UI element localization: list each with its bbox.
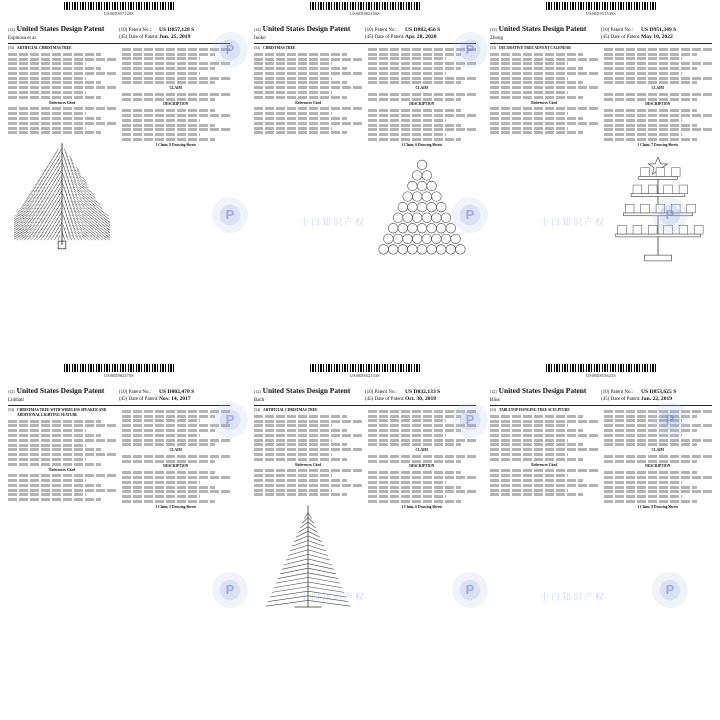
right-column <box>368 46 477 268</box>
office-title: United States Design Patent <box>262 24 351 33</box>
description-heading: DESCRIPTION <box>163 464 189 469</box>
office-code: (12) <box>490 389 497 394</box>
references-heading: References Cited <box>531 462 558 467</box>
watermark-logo-icon: P <box>212 572 248 608</box>
design-title: TABLETOP HANGING TREE SCULPTURE <box>499 408 570 412</box>
claim-heading: CLAIM <box>415 86 428 91</box>
patent-header <box>490 380 712 403</box>
office-title: United States Design Patent <box>262 386 351 395</box>
claim-heading: CLAIM <box>169 448 182 453</box>
header-rule <box>254 43 476 44</box>
patent-number-label: (10) Patent No.: <box>119 28 152 33</box>
patent-number-label: (10) Patent No.: <box>119 390 152 395</box>
patent-header <box>8 18 230 41</box>
patent-number-label: (10) Patent No.: <box>365 390 398 395</box>
watermark-logo-icon: P <box>212 402 248 438</box>
patent-number: US D802,470 S <box>159 389 195 395</box>
pine-tree-drawing-icon <box>14 138 110 254</box>
patent-header <box>490 18 712 41</box>
document-number: US00D832133S <box>350 373 380 378</box>
header-rule <box>8 43 230 44</box>
patent-number-label: (10) Patent No.: <box>601 390 634 395</box>
patent-page <box>8 2 230 354</box>
left-column: (54) DECORATIVE TREE ADVENT CALENDAR References Cited <box>490 46 599 268</box>
patent-page <box>254 364 476 716</box>
inventor-name: Inoko <box>254 36 266 41</box>
barcode <box>310 2 420 10</box>
patent-page <box>254 2 476 354</box>
office-code: (12) <box>490 27 497 32</box>
document-number: US00D857128S <box>104 11 134 16</box>
office-code: (12) <box>254 27 261 32</box>
date-label: (45) Date of Patent: <box>119 397 159 402</box>
patent-date: Oct. 30, 2018 <box>405 396 437 402</box>
barcode <box>64 364 174 372</box>
header-rule <box>490 43 712 44</box>
watermark-text: 小白知识产权 <box>540 217 607 227</box>
design-title: CHRISTMAS TREE WITH WIRELESS SPEAKER AND ADDITIONAL LIGHTING FEATURE <box>17 408 107 417</box>
inventor-name: Bliss <box>490 398 501 403</box>
patent-body <box>254 408 476 616</box>
watermark-logo-icon: P <box>452 572 488 608</box>
drawing-sheets-count: 1 Claim, 6 Drawing Sheets <box>401 142 443 147</box>
inventor-name: Bach <box>254 398 265 403</box>
patent-body <box>254 46 476 268</box>
claim-heading: CLAIM <box>169 86 182 91</box>
description-heading: DESCRIPTION <box>163 102 189 107</box>
right-column <box>604 46 713 268</box>
claim-heading: CLAIM <box>415 448 428 453</box>
barcode <box>64 2 174 10</box>
document-number: US00D882456S <box>350 11 380 16</box>
patent-date: Jan. 22, 2019 <box>641 396 673 402</box>
patent-number: US D951,349 S <box>641 27 677 33</box>
patent-header <box>254 18 476 41</box>
office-code: (12) <box>8 389 15 394</box>
header-rule <box>8 405 230 406</box>
description-heading: DESCRIPTION <box>409 464 435 469</box>
office-code: (12) <box>254 389 261 394</box>
watermark-logo-icon: P <box>212 32 248 68</box>
left-column: (54) CHRISTMAS TREE References Cited <box>254 46 363 268</box>
patent-number-label: (10) Patent No.: <box>365 28 398 33</box>
barcode <box>310 364 420 372</box>
watermark-logo-icon: P <box>652 402 688 438</box>
left-column: (54) ARTIFICIAL CHRISTMAS TREE References Cited <box>8 46 117 254</box>
document-number: US00D853625S <box>586 373 616 378</box>
watermark-logo-icon: P <box>452 32 488 68</box>
watermark-logo-icon: P <box>212 197 248 233</box>
watermark-logo-icon: P <box>452 402 488 438</box>
date-label: (45) Date of Patent: <box>601 35 641 40</box>
design-title: CHRISTMAS TREE <box>263 46 296 50</box>
drawing-sheets-count: 1 Claim, 7 Drawing Sheets <box>637 142 679 147</box>
patent-header <box>8 380 230 403</box>
patent-body <box>490 46 712 268</box>
references-heading: References Cited <box>49 467 76 472</box>
barcode <box>546 2 656 10</box>
patent-number: US D857,128 S <box>159 27 195 33</box>
date-label: (45) Date of Patent: <box>601 397 641 402</box>
references-heading: References Cited <box>295 462 322 467</box>
references-heading: References Cited <box>49 100 76 105</box>
patent-date: Nov. 14, 2017 <box>159 396 191 402</box>
date-label: (45) Date of Patent: <box>365 35 405 40</box>
office-title: United States Design Patent <box>16 24 105 33</box>
watermark-text: 小白知识产权 <box>300 217 367 227</box>
left-column: (54) CHRISTMAS TREE WITH WIRELESS SPEAKER AND ADDITIONAL LIGHTING FEATURE References Cited <box>8 408 117 511</box>
references-heading: References Cited <box>295 100 322 105</box>
header-rule <box>254 405 476 406</box>
references-heading: References Cited <box>531 100 558 105</box>
patent-page <box>490 2 712 354</box>
office-title: United States Design Patent <box>16 386 105 395</box>
patent-number: US D832,133 S <box>405 389 441 395</box>
office-code: (12) <box>8 27 15 32</box>
document-number: US00D802470S <box>104 373 134 378</box>
description-heading: DESCRIPTION <box>645 464 671 469</box>
patent-header <box>254 380 476 403</box>
design-title: DECORATIVE TREE ADVENT CALENDAR <box>499 46 571 50</box>
inventor-name: Liddiatt <box>8 398 24 403</box>
patent-body <box>8 46 230 254</box>
watermark-text: 小白知识产权 <box>540 592 607 602</box>
description-heading: DESCRIPTION <box>645 102 671 107</box>
patent-number: US D882,456 S <box>405 27 441 33</box>
watermark-logo-icon: P <box>452 197 488 233</box>
claim-heading: CLAIM <box>651 86 664 91</box>
office-title: United States Design Patent <box>498 24 587 33</box>
patent-date: Apr. 28, 2020 <box>405 34 437 40</box>
date-label: (45) Date of Patent: <box>365 397 405 402</box>
patent-number: US D853,625 S <box>641 389 677 395</box>
patent-number-label: (10) Patent No.: <box>601 28 634 33</box>
patent-page <box>8 364 230 716</box>
design-title: ARTIFICIAL CHRISTMAS TREE <box>263 408 318 412</box>
left-column: (54) ARTIFICIAL CHRISTMAS TREE References Cited <box>254 408 363 616</box>
claim-heading: CLAIM <box>651 448 664 453</box>
drawing-sheets-count: 1 Claim, 8 Drawing Sheets <box>155 142 197 147</box>
left-column: (54) TABLETOP HANGING TREE SCULPTURE References Cited <box>490 408 599 511</box>
date-label: (45) Date of Patent: <box>119 35 159 40</box>
patent-body <box>8 408 230 511</box>
barcode <box>546 364 656 372</box>
office-title: United States Design Patent <box>498 386 587 395</box>
drawing-sheets-count: 1 Claim, 6 Drawing Sheets <box>401 504 443 509</box>
document-number: US00D951349S <box>586 11 616 16</box>
patent-date: May 10, 2022 <box>641 34 673 40</box>
watermark-text: 小白知识产权 <box>300 592 367 602</box>
design-title: ARTIFICIAL CHRISTMAS TREE <box>17 46 72 50</box>
inventor-name: Espinosa et al. <box>8 36 38 41</box>
watermark-logo-icon: P <box>652 197 688 233</box>
inventor-name: Zhong <box>490 36 504 41</box>
drawing-sheets-count: 1 Claim, 5 Drawing Sheets <box>155 504 197 509</box>
drawing-sheets-count: 1 Claim, 8 Drawing Sheets <box>637 504 679 509</box>
patent-date: Jun. 25, 2019 <box>159 34 191 40</box>
description-heading: DESCRIPTION <box>409 102 435 107</box>
watermark-logo-icon: P <box>652 572 688 608</box>
